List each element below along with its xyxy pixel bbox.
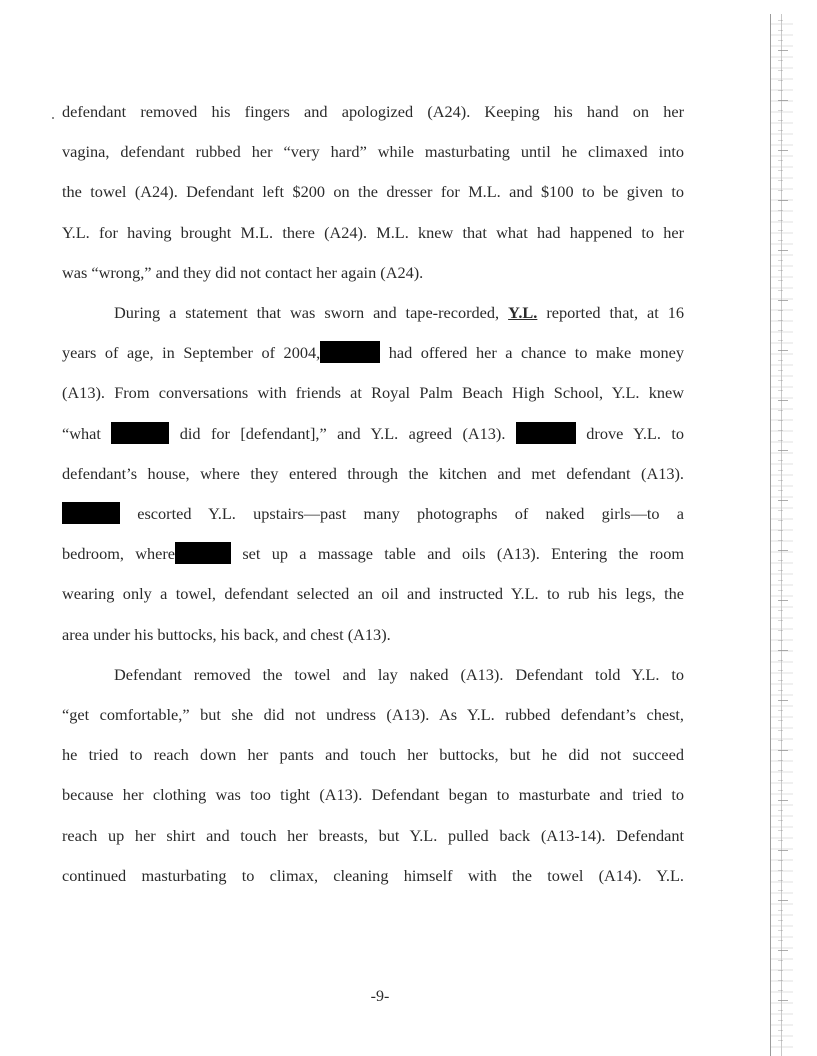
redaction-bar: [111, 422, 169, 444]
scan-edge-tick: [778, 250, 788, 251]
scan-edge-tick: [778, 80, 783, 81]
text-line: vagina, defendant rubbed her “very hard” while masturbating until he climaxed into: [62, 142, 684, 162]
scan-edge-tick: [778, 200, 788, 201]
redaction-bar: [516, 422, 576, 444]
scan-speck: [52, 117, 54, 119]
text-line: [62, 414, 684, 454]
paragraph-3: [62, 655, 684, 896]
scan-edge-tick: [778, 630, 783, 631]
witness-name: Y.L.: [508, 303, 538, 323]
text-run: set up a massage table and oils (A13). Entering the room: [231, 544, 685, 564]
scan-edge-tick: [778, 720, 783, 721]
scan-edge-tick: [778, 830, 783, 831]
scan-edge-tick: [778, 320, 783, 321]
text-run: had offered her a chance to make money: [380, 343, 684, 363]
scan-edge-tick: [778, 220, 783, 221]
scan-edge-tick: [778, 930, 783, 931]
scan-edge-tick: [778, 260, 783, 261]
scan-edge-tick: [778, 170, 783, 171]
scan-edge-tick: [778, 440, 783, 441]
scan-edge-tick: [778, 650, 788, 651]
text-line: continued masturbating to climax, cleaning himself with the towel (A14). Y.L.: [62, 865, 684, 885]
scan-edge-tick: [778, 670, 783, 671]
scan-edge-tick: [778, 310, 783, 311]
scan-edge-tick: [778, 1000, 788, 1001]
scan-edge-tick: [778, 750, 788, 751]
text-line: Y.L. for having brought M.L. there (A24). M.L. knew that what had happened to her: [62, 222, 684, 242]
text-line: “get comfortable,” but she did not undress (A13). As Y.L. rubbed defendant’s chest,: [62, 705, 684, 725]
scan-edge-tick: [778, 460, 783, 461]
text-line: area under his buttocks, his back, and chest (A13).: [62, 624, 391, 644]
scan-edge-tick: [778, 370, 783, 371]
text-run: During a statement that was sworn and tape-recorded,: [114, 303, 509, 323]
text-line: [62, 534, 684, 574]
text-line: the towel (A24). Defendant left $200 on the dresser for M.L. and $100 to be given to: [62, 182, 684, 202]
scan-edge-tick: [778, 810, 783, 811]
scan-edge-tick: [778, 1030, 783, 1031]
scan-edge-tick: [778, 230, 783, 231]
scan-edge-tick: [778, 780, 783, 781]
scan-edge-tick: [778, 20, 783, 21]
paragraph-1: [62, 92, 684, 293]
scan-edge-tick: [778, 640, 783, 641]
scan-edge-tick: [778, 390, 783, 391]
scan-edge-tick: [778, 490, 783, 491]
scan-edge-tick: [778, 210, 783, 211]
scan-edge-tick: [778, 950, 788, 951]
scan-edge-tick: [778, 740, 783, 741]
text-line: defendant’s house, where they entered through the kitchen and met defendant (A13).: [62, 463, 684, 483]
page-number: -9-: [370, 988, 390, 1005]
text-run: did for [defendant],” and Y.L. agreed (A13).: [169, 423, 506, 443]
scan-edge-tick: [778, 480, 783, 481]
text-line: Defendant removed the towel and lay naked (A13). Defendant told Y.L. to: [114, 664, 684, 684]
text-line: [62, 293, 684, 333]
scan-edge-tick: [778, 690, 783, 691]
paragraph-2: [62, 293, 684, 655]
text-line: [62, 333, 684, 373]
scan-edge-tick: [778, 760, 783, 761]
text-run: bedroom, where: [62, 544, 176, 564]
scan-edge-tick: [778, 870, 783, 871]
text-run: escorted Y.L. upstairs—past many photographs of naked girls—to a: [120, 504, 684, 524]
scan-edge-tick: [778, 70, 783, 71]
text-line: defendant removed his fingers and apologized (A24). Keeping his hand on her: [62, 102, 684, 121]
scan-edge-tick: [778, 240, 783, 241]
scan-edge-tick: [778, 610, 783, 611]
text-line: wearing only a towel, defendant selected an oil and instructed Y.L. to rub his legs, the: [62, 584, 684, 604]
scan-edge-tick: [778, 420, 783, 421]
text-line: (A13). From conversations with friends at Royal Palm Beach High School, Y.L. knew: [62, 383, 684, 403]
text-line: was “wrong,” and they did not contact her again (A24).: [62, 262, 424, 282]
scan-edge-tick: [778, 30, 783, 31]
scan-edge-tick: [778, 990, 783, 991]
scan-edge-tick: [778, 410, 783, 411]
scan-edge-tick: [778, 40, 783, 41]
scan-edge-tick: [778, 110, 783, 111]
scan-edge-tick: [778, 1010, 783, 1011]
text-line: he tried to reach down her pants and touch her buttocks, but he did not succeed: [62, 745, 684, 765]
scan-edge-tick: [778, 770, 783, 771]
scan-edge-tick: [778, 380, 783, 381]
scan-edge-tick: [778, 800, 788, 801]
body-text: [62, 92, 684, 896]
scan-edge-tick: [778, 560, 783, 561]
scan-edge-tick: [778, 520, 783, 521]
scan-edge-tick: [778, 550, 788, 551]
scan-edge-tick: [778, 890, 783, 891]
scan-edge-tick: [778, 130, 783, 131]
scan-edge-tick: [778, 860, 783, 861]
scan-edge-tick: [778, 820, 783, 821]
scan-edge-tick: [778, 620, 783, 621]
scan-edge-tick: [778, 290, 783, 291]
scan-edge-tick: [778, 90, 783, 91]
text-line: because her clothing was too tight (A13). Defendant began to masturbate and tried to: [62, 785, 684, 805]
scan-edge-tick: [778, 430, 783, 431]
scan-edge-tick: [778, 980, 783, 981]
scan-edge-tick: [778, 580, 783, 581]
scan-edge-tick: [778, 350, 788, 351]
scan-edge-tick: [778, 500, 788, 501]
scan-edge-tick: [778, 60, 783, 61]
scan-edge-tick: [778, 570, 783, 571]
scan-edge-tick: [778, 450, 788, 451]
scan-edge-tick: [778, 920, 783, 921]
scan-edge-tick: [778, 910, 783, 911]
scan-edge-tick: [778, 1020, 783, 1021]
text-line: reach up her shirt and touch her breasts, but Y.L. pulled back (A13-14). Defendant: [62, 825, 684, 845]
scan-edge-tick: [778, 330, 783, 331]
scan-edge-tick: [778, 940, 783, 941]
scan-edge-tick: [778, 590, 783, 591]
scan-edge-tick: [778, 730, 783, 731]
scan-edge-tick: [778, 840, 783, 841]
scan-edge-tick: [778, 160, 783, 161]
scan-edge-tick: [778, 150, 788, 151]
scan-edge-tick: [778, 340, 783, 341]
text-run: reported that, at 16: [537, 303, 684, 323]
redaction-bar: [62, 502, 120, 524]
scan-edge-tick: [778, 680, 783, 681]
redaction-bar: [175, 542, 231, 564]
scan-edge-tick: [778, 960, 783, 961]
scan-edge-tick: [778, 510, 783, 511]
scan-edge-tick: [778, 710, 783, 711]
scan-edge-tick: [778, 300, 788, 301]
scan-edge-tick: [778, 180, 783, 181]
scan-edge-tick: [778, 1040, 783, 1041]
text-run: years of age, in September of 2004,: [62, 343, 321, 363]
scan-edge-tick: [778, 850, 788, 851]
scan-edge-tick: [778, 140, 783, 141]
scan-edge-tick: [778, 900, 788, 901]
scan-edge-tick: [778, 120, 783, 121]
scan-edge-tick: [778, 190, 783, 191]
text-run: “what: [62, 423, 101, 443]
scan-edge-tick: [778, 270, 783, 271]
scan-edge-tick: [778, 880, 783, 881]
scan-edge-tick: [778, 790, 783, 791]
scan-edge-tick: [778, 400, 788, 401]
scan-edge-tick: [778, 530, 783, 531]
scan-edge-tick: [778, 970, 783, 971]
redaction-bar: [320, 341, 380, 363]
scan-edge-tick: [778, 50, 788, 51]
scan-edge-tick: [778, 280, 783, 281]
text-line: [62, 494, 684, 534]
scan-edge-tick: [778, 660, 783, 661]
scan-edge-tick: [778, 540, 783, 541]
text-run: drove Y.L. to: [575, 423, 684, 443]
scan-edge-tick: [778, 700, 788, 701]
scan-edge-tick: [778, 470, 783, 471]
scan-edge-tick: [778, 600, 788, 601]
scan-edge-tick: [778, 360, 783, 361]
scan-edge-tick: [778, 100, 788, 101]
